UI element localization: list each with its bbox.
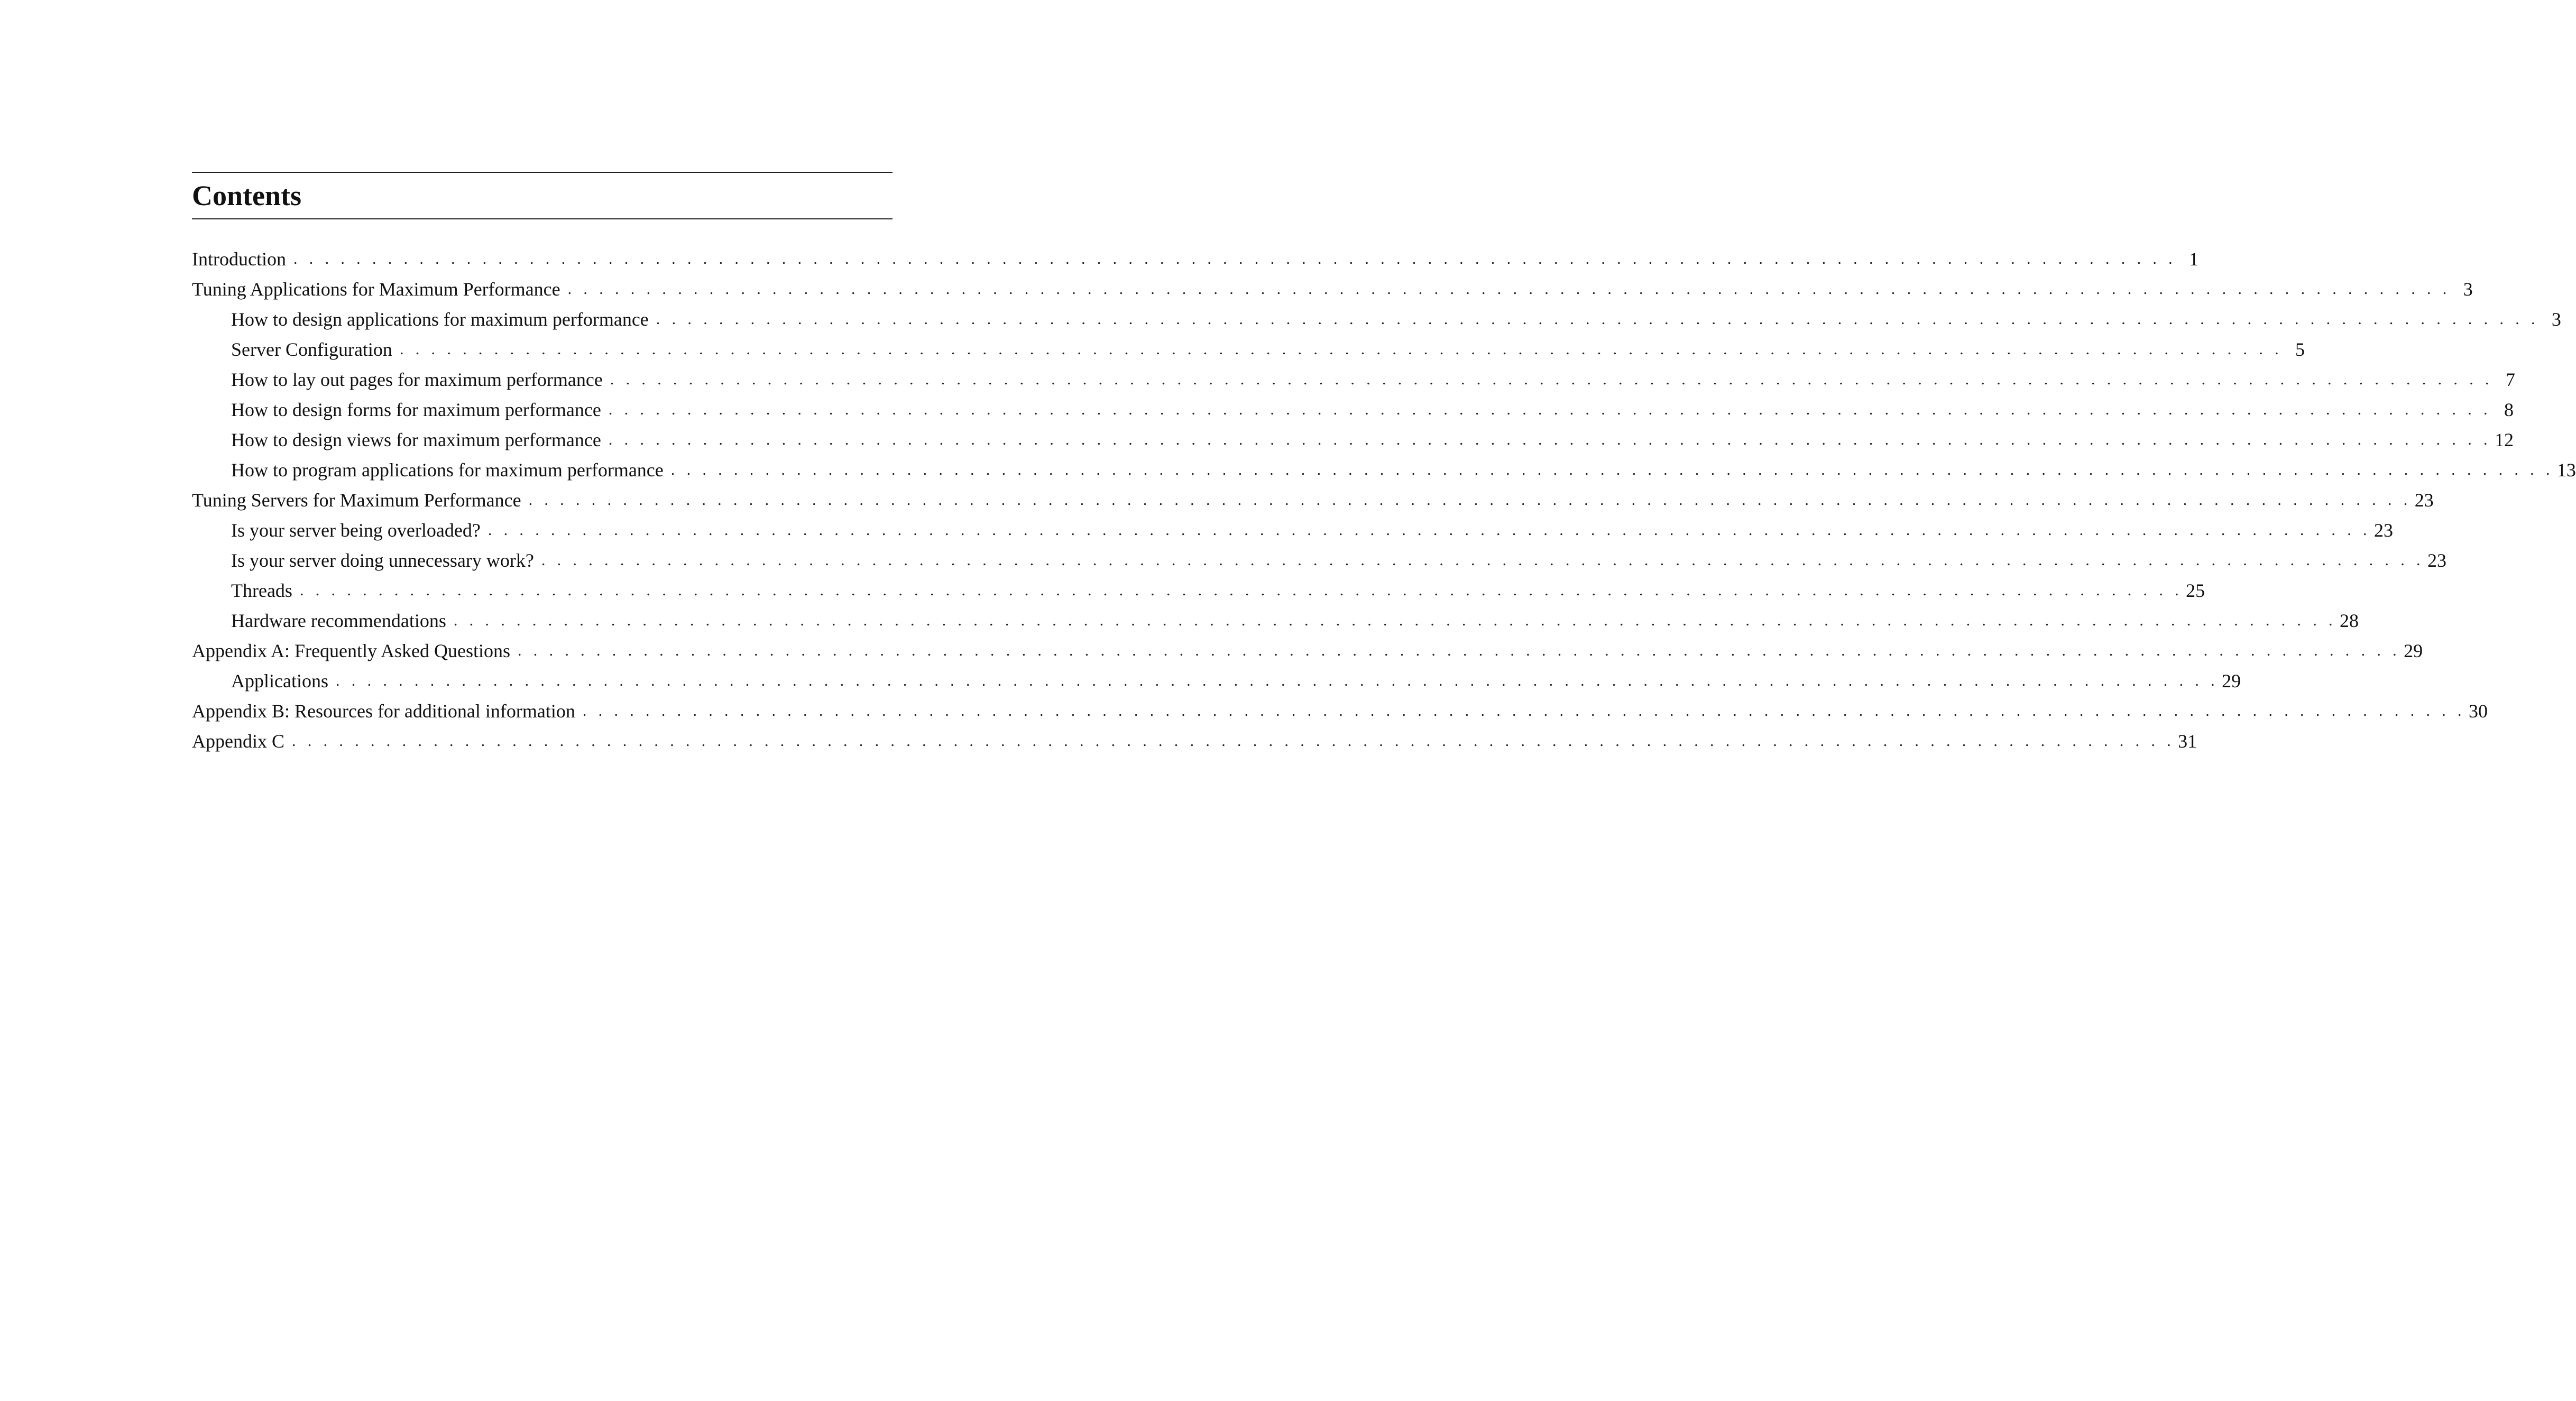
toc-entry[interactable] xyxy=(192,575,2205,605)
toc-entry-label: Threads xyxy=(231,579,300,602)
dot-leader: . . . . . . . . . . . . . . . . . . . . . . . . . . . . . . . . . . . . . . . . . . . . . . . . . . . . . . . . . . . . . . . . . . . . . . . . . . . . . . . . . . . . . . . . . . . . . . . . . . . . . . . . . . . . . . . . . . . . . . . . xyxy=(582,702,2465,720)
contents-header xyxy=(192,172,893,219)
dot-leader: . . . . . . . . . . . . . . . . . . . . . . . . . . . . . . . . . . . . . . . . . . . . . . . . . . . . . . . . . . . . . . . . . . . . . . . . . . . . . . . . . . . . . . . . . . . . . . . . . . . . . . . . . . . . . . . . . . . . . . . . xyxy=(299,581,2183,599)
dot-leader: . . . . . . . . . . . . . . . . . . . . . . . . . . . . . . . . . . . . . . . . . . . . . . . . . . . . . . . . . . . . . . . . . . . . . . . . . . . . . . . . . . . . . . . . . . . . . . . . . . . . . . . . . . . . . . . . . . . . . . . . xyxy=(453,611,2336,629)
toc-entry-page-number: 5 xyxy=(2295,338,2305,360)
toc-entry-label: Is your server doing unnecessary work? xyxy=(231,549,541,572)
toc-entry-label: How to program applications for maximum performance xyxy=(231,459,671,481)
toc-entry-label: How to design views for maximum performance xyxy=(231,429,609,451)
toc-entry[interactable] xyxy=(192,394,2514,425)
toc-entry[interactable] xyxy=(192,696,2488,726)
toc-entry-page-number: 23 xyxy=(2373,519,2393,541)
toc-entry-page-number: 28 xyxy=(2339,610,2359,631)
dot-leader: . . . . . . . . . . . . . . . . . . . . . . . . . . . . . . . . . . . . . . . . . . . . . . . . . . . . . . . . . . . . . . . . . . . . . . . . . . . . . . . . . . . . . . . . . . . . . . . . . . . . . . . . . . . . . . . . . . . . . . . . xyxy=(610,370,2493,388)
toc-entry-page-number: 25 xyxy=(2186,579,2205,601)
toc-entry-label: Tuning Applications for Maximum Performance xyxy=(192,278,568,300)
toc-entry-page-number: 7 xyxy=(2505,368,2515,390)
dot-leader: . . . . . . . . . . . . . . . . . . . . . . . . . . . . . . . . . . . . . . . . . . . . . . . . . . . . . . . . . . . . . . . . . . . . . . . . . . . . . . . . . . . . . . . . . . . . . . . . . . . . . . . . . . . . . . . . . . . . . . . . xyxy=(335,671,2219,689)
toc-entry-label: Applications xyxy=(231,670,336,692)
toc-entry-label: Server Configuration xyxy=(231,338,400,361)
toc-entry-page-number: 3 xyxy=(2463,278,2473,300)
dot-leader: . . . . . . . . . . . . . . . . . . . . . . . . . . . . . . . . . . . . . . . . . . . . . . . . . . . . . . . . . . . . . . . . . . . . . . . . . . . . . . . . . . . . . . . . . . . . . . . . . . . . . . . . . . . . . . . . . . . . . . . . xyxy=(608,430,2491,448)
toc-entry[interactable] xyxy=(192,425,2514,455)
toc-entry-page-number: 23 xyxy=(2427,549,2446,571)
toc-entry-page-number: 1 xyxy=(2189,248,2199,270)
toc-entry-label: Appendix A: Frequently Asked Questions xyxy=(192,640,518,662)
toc-entry[interactable] xyxy=(192,635,2423,666)
toc-entry[interactable] xyxy=(192,244,2199,274)
toc-entry-page-number: 29 xyxy=(2222,670,2241,692)
toc-entry[interactable] xyxy=(192,485,2434,515)
toc-entry-page-number: 12 xyxy=(2494,429,2514,450)
toc-entry[interactable] xyxy=(192,364,2515,394)
toc-entry-label: How to design forms for maximum performance xyxy=(231,399,609,421)
toc-entry-page-number: 30 xyxy=(2468,700,2488,722)
toc-entry[interactable] xyxy=(192,726,2197,756)
toc-entry-page-number: 23 xyxy=(2414,489,2434,511)
toc-entry[interactable] xyxy=(192,666,2241,696)
toc-entry-label: Appendix C xyxy=(192,730,292,752)
table-of-contents xyxy=(192,244,2576,756)
toc-entry[interactable] xyxy=(192,334,2305,364)
toc-entry-page-number: 3 xyxy=(2551,308,2561,330)
dot-leader: . . . . . . . . . . . . . . . . . . . . . . . . . . . . . . . . . . . . . . . . . . . . . . . . . . . . . . . . . . . . . . . . . . . . . . . . . . . . . . . . . . . . . . . . . . . . . . . . . . . . . . . . . . . . . . . . . . . . . . . . xyxy=(399,340,2283,358)
toc-entry-label: Tuning Servers for Maximum Performance xyxy=(192,489,529,511)
toc-entry[interactable] xyxy=(192,455,2576,485)
bottom-rule xyxy=(192,218,893,219)
toc-entry-label: Hardware recommendations xyxy=(231,610,454,632)
dot-leader: . . . . . . . . . . . . . . . . . . . . . . . . . . . . . . . . . . . . . . . . . . . . . . . . . . . . . . . . . . . . . . . . . . . . . . . . . . . . . . . . . . . . . . . . . . . . . . . . . . . . . . . . . . . . . . . . . . . . . . . . xyxy=(487,521,2371,539)
toc-entry[interactable] xyxy=(192,545,2446,575)
dot-leader: . . . . . . . . . . . . . . . . . . . . . . . . . . . . . . . . . . . . . . . . . . . . . . . . . . . . . . . . . . . . . . . . . . . . . . . . . . . . . . . . . . . . . . . . . . . . . . . . . . . . . . . . . . . . . . . . . . . . . . . . xyxy=(608,400,2491,418)
toc-entry[interactable] xyxy=(192,515,2393,545)
dot-leader: . . . . . . . . . . . . . . . . . . . . . . . . . . . . . . . . . . . . . . . . . . . . . . . . . . . . . . . . . . . . . . . . . . . . . . . . . . . . . . . . . . . . . . . . . . . . . . . . . . . . . . . . . . . . . . . . . . . . . . . . xyxy=(517,641,2401,659)
toc-entry-page-number: 29 xyxy=(2404,640,2423,661)
toc-entry-page-number: 8 xyxy=(2504,399,2514,420)
dot-leader: . . . . . . . . . . . . . . . . . . . . . . . . . . . . . . . . . . . . . . . . . . . . . . . . . . . . . . . . . . . . . . . . . . . . . . . . . . . . . . . . . . . . . . . . . . . . . . . . . . . . . . . . . . . . . . . . . . . . . . . . xyxy=(292,732,2175,750)
dot-leader: . . . . . . . . . . . . . . . . . . . . . . . . . . . . . . . . . . . . . . . . . . . . . . . . . . . . . . . . . . . . . . . . . . . . . . . . . . . . . . . . . . . . . . . . . . . . . . . . . . . . . . . . . . . . . . . . . . . . . . . . xyxy=(670,460,2554,478)
toc-entry-label: Appendix B: Resources for additional information xyxy=(192,700,583,722)
dot-leader: . . . . . . . . . . . . . . . . . . . . . . . . . . . . . . . . . . . . . . . . . . . . . . . . . . . . . . . . . . . . . . . . . . . . . . . . . . . . . . . . . . . . . . . . . . . . . . . . . . . . . . . . . . . . . . . . . . . . . . . . xyxy=(656,310,2539,328)
toc-entry-label: How to lay out pages for maximum performance xyxy=(231,368,610,391)
dot-leader: . . . . . . . . . . . . . . . . . . . . . . . . . . . . . . . . . . . . . . . . . . . . . . . . . . . . . . . . . . . . . . . . . . . . . . . . . . . . . . . . . . . . . . . . . . . . . . . . . . . . . . . . . . . . . . . . . . . . . . . . xyxy=(567,280,2451,298)
dot-leader: . . . . . . . . . . . . . . . . . . . . . . . . . . . . . . . . . . . . . . . . . . . . . . . . . . . . . . . . . . . . . . . . . . . . . . . . . . . . . . . . . . . . . . . . . . . . . . . . . . . . . . . . . . . . . . . . . . . . . . . . xyxy=(541,551,2424,569)
dot-leader: . . . . . . . . . . . . . . . . . . . . . . . . . . . . . . . . . . . . . . . . . . . . . . . . . . . . . . . . . . . . . . . . . . . . . . . . . . . . . . . . . . . . . . . . . . . . . . . . . . . . . . . . . . . . . . . . . . . . . . . . xyxy=(293,250,2177,268)
toc-entry-label: Is your server being overloaded? xyxy=(231,519,488,541)
toc-entry[interactable] xyxy=(192,304,2561,334)
toc-entry[interactable] xyxy=(192,605,2359,635)
toc-entry-page-number: 31 xyxy=(2178,730,2197,752)
dot-leader: . . . . . . . . . . . . . . . . . . . . . . . . . . . . . . . . . . . . . . . . . . . . . . . . . . . . . . . . . . . . . . . . . . . . . . . . . . . . . . . . . . . . . . . . . . . . . . . . . . . . . . . . . . . . . . . . . . . . . . . . xyxy=(528,491,2412,509)
toc-entry-page-number: 13 xyxy=(2556,459,2576,481)
page-title: Contents xyxy=(192,180,302,211)
toc-entry-label: Introduction xyxy=(192,248,293,270)
toc-entry[interactable] xyxy=(192,274,2473,304)
toc-entry-label: How to design applications for maximum performance xyxy=(231,308,656,330)
